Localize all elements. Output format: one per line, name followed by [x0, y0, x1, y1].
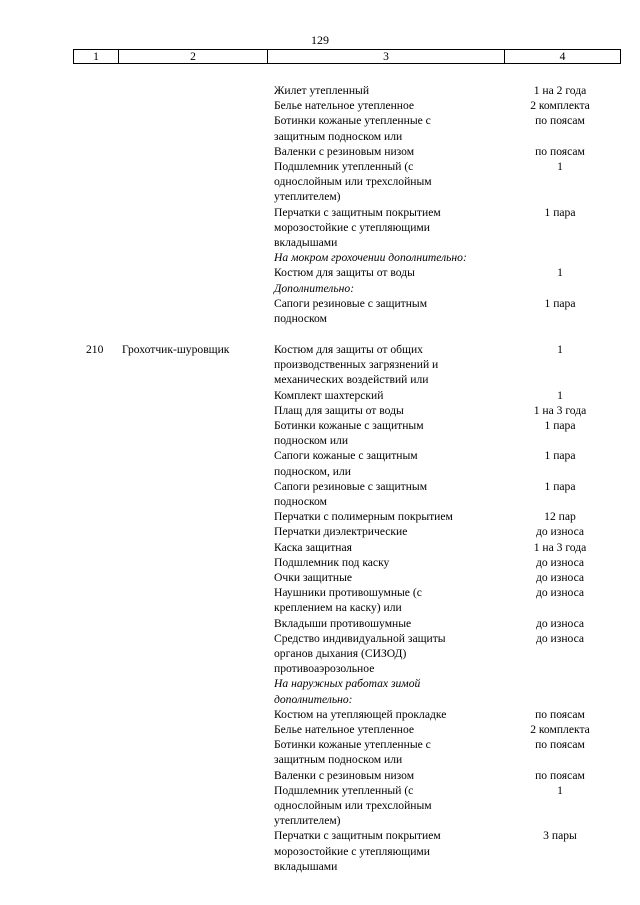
item-line: органов дыхания (СИЗОД): [274, 647, 407, 660]
item-quantity: 12 пар: [544, 510, 576, 524]
item-line: однослойным или трехслойным: [274, 175, 432, 189]
header-col-1: 1: [74, 50, 119, 63]
item-line: защитным подноском или: [274, 129, 403, 143]
page-number: 129: [311, 33, 329, 47]
item-line: Ботинки кожаные утепленные с: [274, 114, 431, 128]
item-quantity: 1 пара: [544, 419, 576, 432]
item-line: Костюм для защиты от воды: [274, 266, 415, 280]
item-line: Валенки с резиновым низом: [274, 768, 415, 782]
item-line: Перчатки с защитным покрытием: [274, 829, 441, 843]
item-line: Наушники противошумные (с: [274, 586, 422, 600]
item-quantity: 1 на 3 года: [533, 540, 587, 554]
item-line: Перчатки с защитным покрытием: [274, 205, 441, 219]
item-line: Жилет утепленный: [274, 84, 370, 97]
item-quantity: 2 комплекта: [530, 99, 590, 113]
item-quantity: 2 комплекта: [530, 723, 590, 736]
item-line: подноском или: [274, 434, 349, 448]
item-quantity: по поясам: [535, 114, 585, 128]
item-quantity: 1: [557, 343, 563, 356]
item-quantity: 1: [557, 266, 563, 280]
item-quantity: по поясам: [535, 768, 585, 782]
item-line: Перчатки с полимерным покрытием: [274, 510, 453, 524]
item-line: Сапоги резиновые с защитным: [274, 296, 428, 310]
item-line: Комплект шахтерский: [274, 388, 384, 402]
row-number: 210: [86, 343, 104, 356]
item-line: производственных загрязнений и: [274, 358, 439, 372]
item-line: Ботинки кожаные с защитным: [274, 419, 424, 432]
item-line: Валенки с резиновым низом: [274, 144, 415, 158]
item-line: механических воздействий или: [274, 373, 429, 387]
item-line: Костюм для защиты от общих: [274, 343, 423, 356]
item-line: Белье нательное утепленное: [274, 723, 415, 736]
item-line: Очки защитные: [274, 571, 353, 584]
item-line: Сапоги резиновые с защитным: [274, 479, 428, 493]
item-line: Плащ для защиты от воды: [274, 403, 404, 417]
header-col-3: 3: [268, 50, 505, 63]
item-line: Подшлемник утепленный (с: [274, 160, 414, 173]
item-line: противоаэрозольное: [274, 662, 375, 676]
item-line: вкладышами: [274, 236, 338, 249]
item-quantity: 1: [557, 160, 563, 173]
item-line: утеплителем): [274, 190, 341, 204]
item-line: подноском: [274, 495, 327, 508]
item-line: подноском, или: [274, 464, 351, 478]
item-line: морозостойкие с утепляющими: [274, 844, 430, 858]
item-line: дополнительно:: [274, 692, 353, 706]
item-line: Подшлемник утепленный (с: [274, 783, 414, 797]
item-line: морозостойкие с утепляющими: [274, 220, 430, 234]
item-quantity: до износа: [535, 571, 585, 584]
item-quantity: до износа: [535, 525, 585, 539]
item-quantity: 1 на 3 года: [533, 403, 587, 417]
item-quantity: по поясам: [535, 144, 585, 158]
item-quantity: до износа: [535, 616, 585, 630]
item-quantity: до износа: [535, 631, 585, 645]
item-line: креплением на каску) или: [274, 601, 402, 615]
item-line: Подшлемник под каску: [274, 555, 390, 569]
item-quantity: до износа: [535, 586, 585, 600]
item-line: подноском: [274, 312, 327, 325]
item-quantity: 1 пара: [544, 449, 576, 463]
item-quantity: 1: [557, 783, 563, 797]
item-line: На наружных работах зимой: [274, 677, 421, 691]
item-line: утеплителем): [274, 814, 341, 828]
item-quantity: 1 пара: [544, 479, 576, 493]
item-quantity: 3 пары: [543, 829, 577, 843]
item-line: защитным подноском или: [274, 753, 403, 767]
item-quantity: 1 пара: [544, 205, 576, 219]
item-line: Сапоги кожаные с защитным: [274, 449, 418, 463]
item-line: Ботинки кожаные утепленные с: [274, 738, 431, 752]
item-line: Вкладыши противошумные: [274, 616, 412, 630]
profession-name: Грохотчик-шуровщик: [122, 343, 230, 356]
item-line: Каска защитная: [274, 540, 352, 554]
item-line: однослойным или трехслойным: [274, 799, 432, 812]
item-quantity: по поясам: [535, 738, 585, 752]
header-col-4: 4: [559, 50, 566, 63]
item-line: Перчатки диэлектрические: [274, 525, 408, 539]
item-line: Белье нательное утепленное: [274, 99, 415, 113]
item-line: Дополнительно:: [274, 281, 355, 295]
item-quantity: 1 пара: [544, 296, 576, 310]
table-header-row: [73, 49, 621, 64]
item-line: Костюм на утепляющей прокладке: [274, 707, 447, 721]
item-line: Средство индивидуальной защиты: [274, 631, 446, 645]
header-col-2: 2: [119, 50, 268, 63]
item-line: На мокром грохочении дополнительно:: [274, 251, 467, 265]
item-quantity: по поясам: [535, 707, 585, 721]
item-quantity: до износа: [535, 555, 585, 569]
item-quantity: 1: [557, 388, 563, 402]
item-quantity: 1 на 2 года: [533, 84, 587, 97]
item-line: вкладышами: [274, 859, 338, 873]
